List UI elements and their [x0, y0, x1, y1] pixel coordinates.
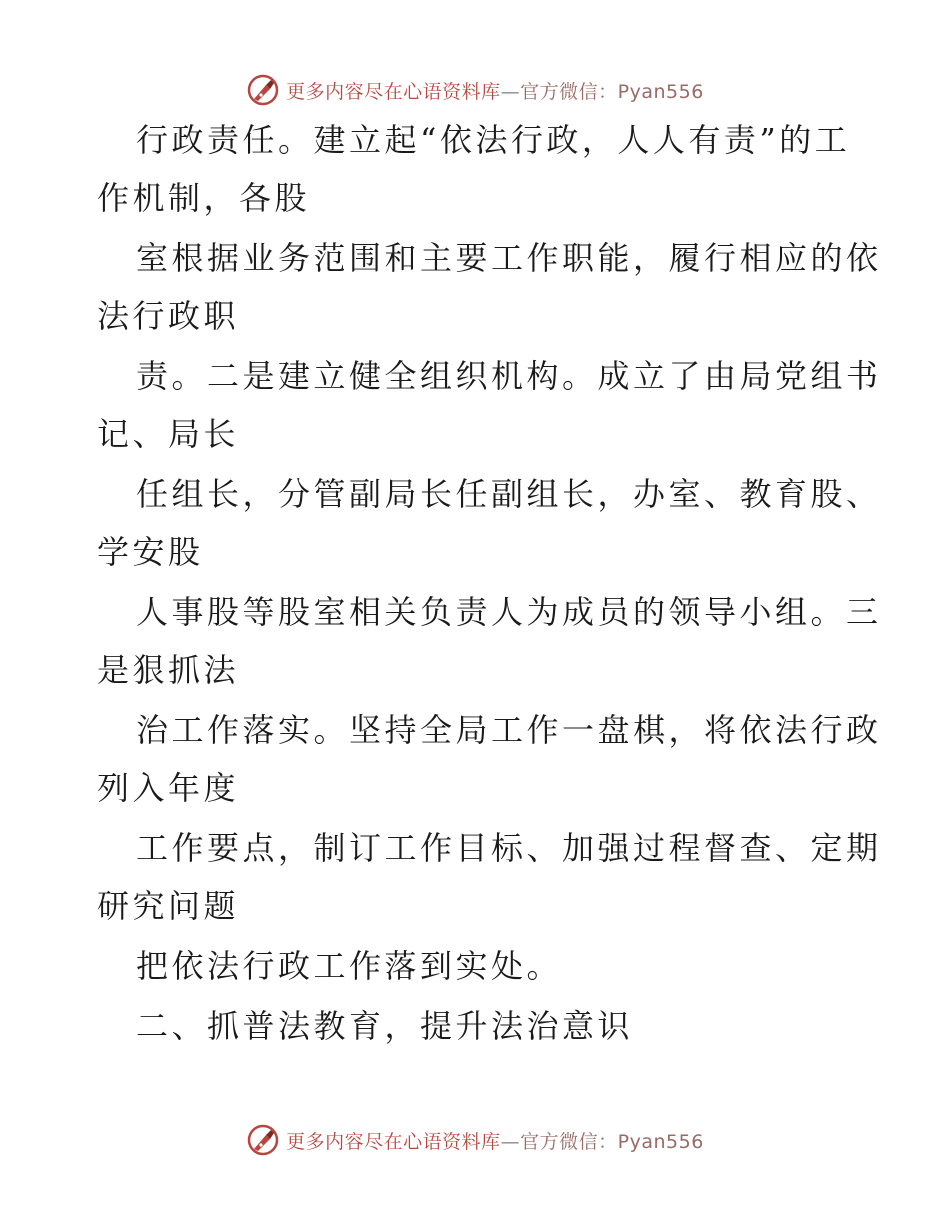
paragraph-line: 记、局长: [97, 415, 240, 453]
section-heading: 二、抓普法教育，提升法治意识: [136, 1007, 634, 1045]
paragraph-line: 工作要点，制订工作目标、加强过程督查、定期: [136, 829, 882, 867]
header-banner-main: 更多内容尽在心语资料库: [286, 80, 501, 103]
paragraph-line: 列入年度: [97, 769, 240, 807]
paragraph-line: 研究问题: [97, 887, 240, 925]
header-banner-tail: 官方微信：Pyan556: [520, 80, 704, 103]
paragraph-line: 治工作落实。坚持全局工作一盘棋，将依法行政: [136, 711, 882, 749]
footer-banner-tail: 官方微信：Pyan556: [520, 1130, 704, 1153]
footer-banner-main: 更多内容尽在心语资料库: [286, 1130, 501, 1153]
footer-banner-inner: [246, 1123, 704, 1157]
paragraph-line: 作机制，各股: [97, 179, 311, 217]
paragraph-line: 把依法行政工作落到实处。: [136, 947, 563, 985]
paragraph-line: 是狠抓法: [97, 651, 240, 689]
paragraph-line: 行政责任。建立起“依法行政，人人有责”的工: [136, 121, 851, 159]
header-banner: [0, 70, 950, 110]
pen-nib-logo-icon: [246, 73, 280, 107]
header-banner-inner: [246, 73, 704, 107]
paragraph-line: 学安股: [97, 533, 204, 571]
footer-banner-separator: —: [500, 1130, 521, 1153]
paragraph-line: 室根据业务范围和主要工作职能，履行相应的依: [136, 239, 882, 277]
paragraph-line: 任组长，分管副局长任副组长，办室、教育股、: [136, 475, 882, 513]
pen-nib-logo-icon: [246, 1123, 280, 1157]
footer-banner-text: [286, 1127, 704, 1154]
footer-banner: [0, 1120, 950, 1160]
paragraph-line: 责。二是建立健全组织机构。成立了由局党组书: [136, 357, 882, 395]
header-banner-text: [286, 77, 704, 104]
header-banner-separator: —: [500, 80, 521, 103]
paragraph-line: 人事股等股室相关负责人为成员的领导小组。三: [136, 593, 882, 631]
paragraph-line: 法行政职: [97, 297, 240, 335]
